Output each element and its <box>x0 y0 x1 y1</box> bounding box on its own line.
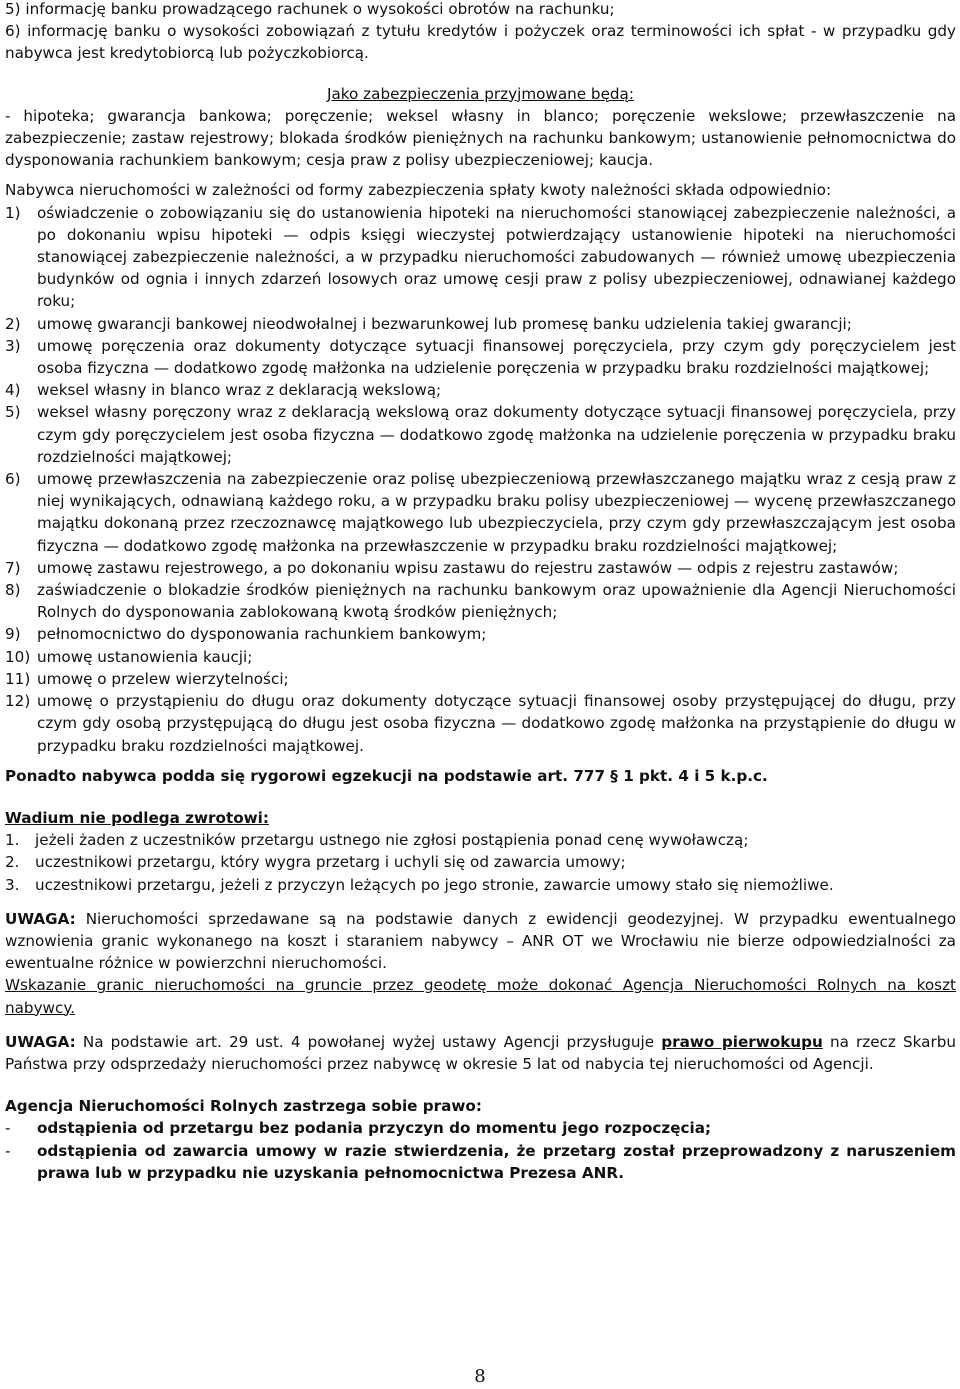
list-item-text: uczestnikowi przetargu, który wygra przetarg i uchyli się od zawarcia umowy; <box>35 853 626 872</box>
list-item-text: uczestnikowi przetargu, jeżeli z przyczyn leżących po jego stronie, zawarcie umowy stało się niemożliwe. <box>35 875 834 894</box>
notice-text: Nieruchomości sprzedawane są na podstawie danych z ewidencji geodezyjnej. W przypadku ewentualnego wznowienia granic wykonanego na koszt i staraniem nabywcy – ANR OT we Wrocławiu nie bierze odpowiedzialności za ewentualne różnice w powierzchni nieruchomości. <box>5 909 956 973</box>
deposit-heading: Wadium nie podlega zwrotowi: <box>5 808 269 827</box>
securities-heading-text: Jako zabezpieczenia przyjmowane będą: <box>327 84 634 103</box>
list-item-text: weksel własny in blanco wraz z deklaracją wekslową; <box>37 381 442 400</box>
list-item <box>5 202 956 313</box>
list-item <box>5 851 956 873</box>
list-item-text: umowę poręczenia oraz dokumenty dotyczące sytuacji finansowej poręczyciela, przy czym gdy poręczycielem jest osoba fizyczna — dodatkowo zgodę małżonka na udzielenie poręczenia w przypadku braku rozdzielności majątkowej; <box>37 336 956 378</box>
enforcement-clause: Ponadto nabywca podda się rygorowi egzekucji na podstawie art. 777 § 1 pkt. 4 i 5 k.p.c. <box>5 766 768 785</box>
list-item-number: 11) <box>5 669 31 688</box>
list-item-number: 5) <box>5 403 21 422</box>
list-item-number: 8) <box>5 581 21 600</box>
securities-heading <box>5 83 956 105</box>
list-item <box>5 313 956 335</box>
list-item-text: umowę o przelew wierzytelności; <box>37 669 289 688</box>
list-item <box>5 579 956 623</box>
list-item <box>5 623 956 645</box>
buyer-obligations-list <box>5 202 956 757</box>
intro-item-5: 5) informację banku prowadzącego rachunek o wysokości obrotów na rachunku; <box>5 0 615 18</box>
list-item <box>5 874 956 896</box>
deposit-section <box>5 807 956 896</box>
list-item-text: pełnomocnictwo do dysponowania rachunkiem bankowym; <box>37 625 487 644</box>
list-item-number: 7) <box>5 558 21 577</box>
notice-boundaries <box>5 908 956 1019</box>
list-item <box>5 1117 956 1139</box>
list-item-number: 1. <box>5 831 20 850</box>
list-item-number: 2. <box>5 853 20 872</box>
list-item <box>5 646 956 668</box>
intro-item-6: 6) informację banku o wysokości zobowiązań z tytułu kredytów i pożyczek oraz terminowości ich spłat - w przypadku gdy nabywca jest kredytobiorcą lub pożyczkobiorcą. <box>5 22 956 63</box>
notice-underlined: Wskazanie granic nieruchomości na gruncie przez geodetę może dokonać Agencja Nieruchomości Rolnych na koszt nabywcy. <box>5 976 956 1017</box>
notice-text-after: na rzecz Skarbu Państwa przy odsprzedaży nieruchomości przez nabywcę w okresie 5 lat od nabycia tej nieruchomości od Agencji. <box>5 1032 956 1073</box>
notice-text-before: Na podstawie art. 29 ust. 4 powołanej wyżej ustawy Agencji przysługuje <box>75 1032 662 1051</box>
list-item-number: 6) <box>5 470 21 489</box>
buyer-intro: Nabywca nieruchomości w zależności od formy zabezpieczenia spłaty kwoty należności składa odpowiednio: <box>5 181 832 200</box>
reserve-heading: Agencja Nieruchomości Rolnych zastrzega sobie prawo: <box>5 1097 482 1116</box>
list-item-text: oświadczenie o zobowiązaniu się do ustanowienia hipoteki na nieruchomości stanowiącej zabezpieczenie należności, a po dokonaniu wpisu hipoteki — odpis księgi wieczystej potwierdzający ustanowienie hipoteki na nieruchomości stanowiącej zabezpieczenie należności, a w przypadku nieruchomości zabudowanych — również umowę ubezpieczenia budynków od ognia i innych zdarzeń losowych oraz umowę cesji praw z polisy ubezpieczeniowej, odnawianej każdego roku; <box>37 203 956 311</box>
list-item-number: 3) <box>5 336 21 355</box>
securities-list: - hipoteka; gwarancja bankowa; poręczenie; weksel własny in blanco; poręczenie wekslowe; przewłaszczenie na zabezpieczenie; zastaw rejestrowy; blokada środków pieniężnych na rachunku bankowym; ustanowienie pełnomocnictwa do dysponowania rachunkiem bankowym; cesja praw z polisy ubezpieczeniowej; kaucja. <box>5 106 956 170</box>
list-item-number: 1) <box>5 203 21 222</box>
preemption-right-emphasis: prawo pierwokupu <box>661 1032 823 1051</box>
list-item-number: 2) <box>5 314 21 333</box>
list-item <box>5 557 956 579</box>
list-item-text: weksel własny poręczony wraz z deklaracją wekslową oraz dokumenty dotyczące sytuacji finansowej poręczyciela, przy czym gdy poręczycielem jest osoba fizyczna — dodatkowo zgodę małżonka na udzielenie poręczenia w przypadku braku rozdzielności majątkowej; <box>37 403 956 466</box>
list-item-number: 3. <box>5 875 20 894</box>
intro-section <box>5 0 956 65</box>
list-item <box>5 468 956 557</box>
list-item <box>5 335 956 379</box>
list-item-text: umowę zastawu rejestrowego, a po dokonaniu wpisu zastawu do rejestru zastawów — odpis z rejestru zastawów; <box>37 558 899 577</box>
list-item-text: umowę gwarancji bankowej nieodwołalnej i bezwarunkowej lub promesę banku udzielenia takiej gwarancji; <box>37 314 852 333</box>
page-number: 8 <box>474 1366 486 1387</box>
list-item-text: umowę ustanowienia kaucji; <box>37 647 253 666</box>
list-item-dash: - <box>5 1119 11 1138</box>
list-item-text: odstąpienia od przetargu bez podania przyczyn do momentu jego rozpoczęcia; <box>37 1119 712 1138</box>
list-item-text: zaświadczenie o blokadzie środków pieniężnych na rachunku bankowym oraz upoważnienie dla Agencji Nieruchomości Rolnych do dysponowania zablokowaną kwotą środków pieniężnych; <box>37 581 956 622</box>
notice-paragraph <box>5 908 956 975</box>
list-item-number: 4) <box>5 381 21 400</box>
notice-label: UWAGA: <box>5 909 76 928</box>
list-item-text: umowę przewłaszczenia na zabezpieczenie oraz polisę ubezpieczeniową przewłaszczanego majątku wraz z cesją praw z niej wynikających, odnawianą każdego roku, a w przypadku braku polisy ubezpieczeniowej — wycenę przewłaszczanego majątku dokonaną przez rzeczoznawcę majątkowego lub ubezpieczyciela, przy czym gdy przewłaszczającym jest osoba fizyczna — dodatkowo zgodę małżonka na przewłaszczenie w przypadku braku rozdzielności majątkowej; <box>37 470 956 555</box>
list-item-number: 12) <box>5 692 31 711</box>
list-item <box>5 379 956 401</box>
list-item <box>5 668 956 690</box>
list-item-text: odstąpienia od zawarcia umowy w razie stwierdzenia, że przetarg został przeprowadzony z naruszeniem prawa lub w przypadku nie uzyskania pełnomocnictwa Prezesa ANR. <box>37 1141 956 1182</box>
list-item <box>5 829 956 851</box>
list-item <box>5 690 956 757</box>
list-item <box>5 401 956 468</box>
reserve-section <box>5 1095 956 1184</box>
list-item-text: umowę o przystąpieniu do długu oraz dokumenty dotyczące sytuacji finansowej osoby przystępującej do długu, przy czym gdy osobą przystępującą do długu jest osoba fizyczna — dodatkowo zgodę małżonka na przystąpienie do długu w przypadku braku rozdzielności majątkowej. <box>37 692 956 755</box>
list-item-dash: - <box>5 1141 11 1160</box>
list-item-number: 9) <box>5 625 21 644</box>
notice-label: UWAGA: <box>5 1032 76 1051</box>
list-item-number: 10) <box>5 647 31 666</box>
list-item <box>5 1140 956 1184</box>
notice-preemption <box>5 1031 956 1075</box>
list-item-text: jeżeli żaden z uczestników przetargu ustnego nie zgłosi postąpienia ponad cenę wywoławczą; <box>35 831 749 850</box>
